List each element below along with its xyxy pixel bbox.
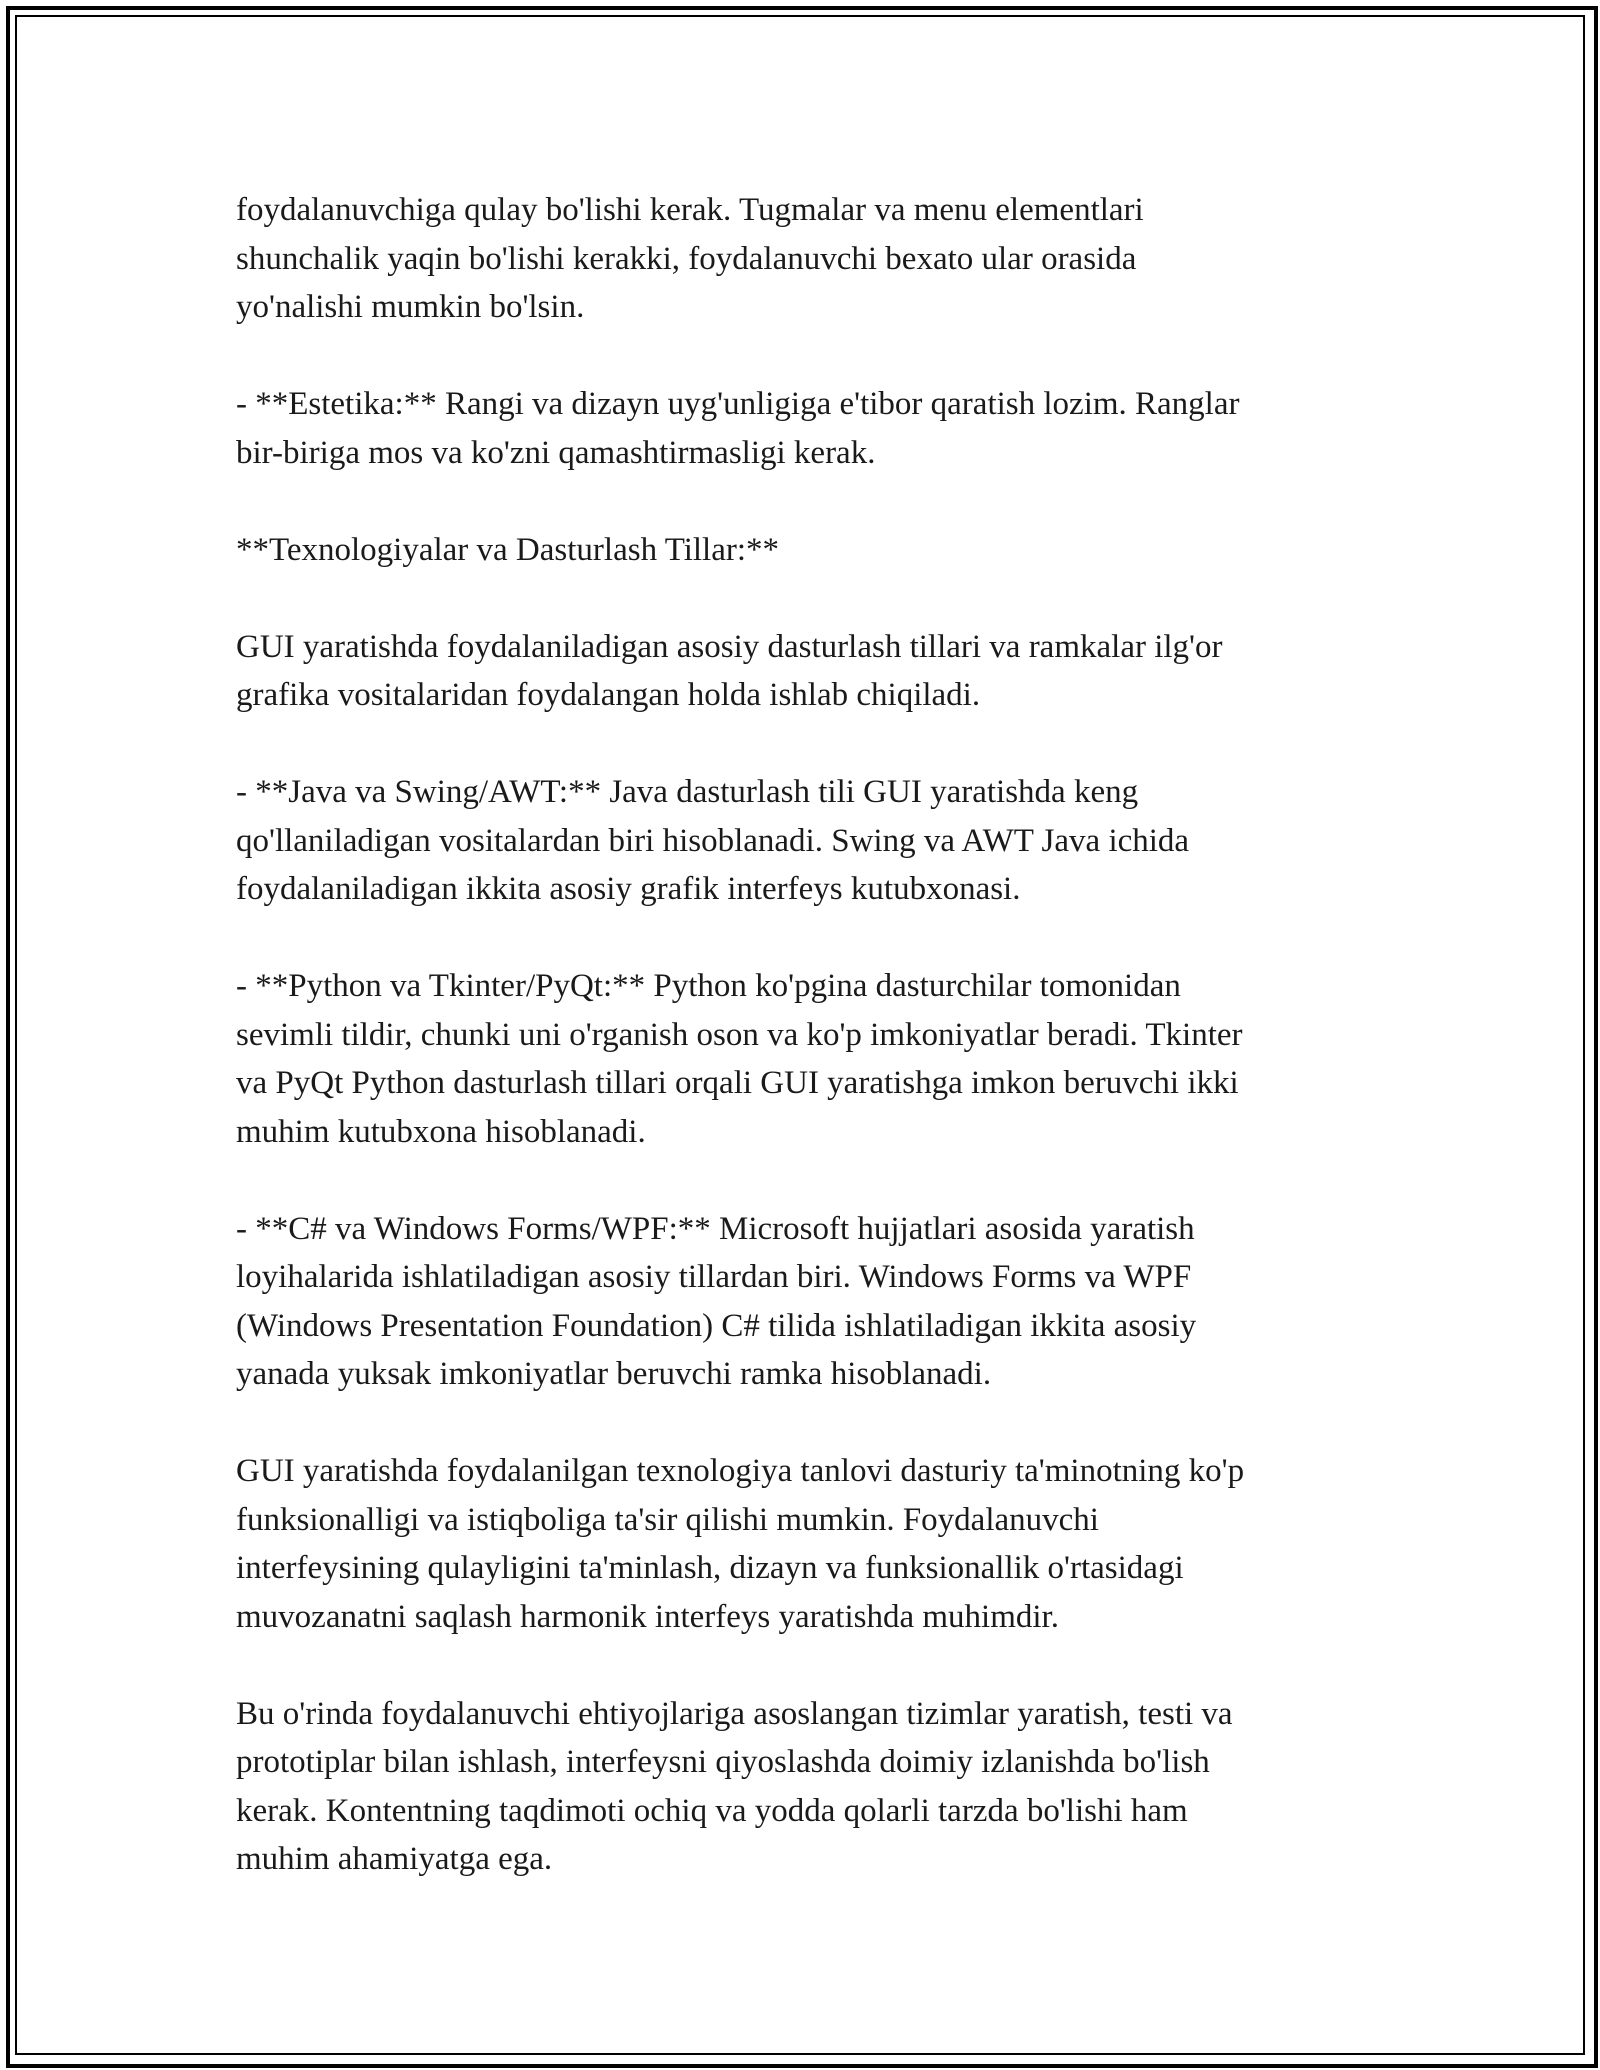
paragraph-gui-languages: GUI yaratishda foydalaniladigan asosiy dasturlash tillari va ramkalar ilg'or grafika vositalaridan foydalangan holda ishlab chiqiladi. <box>236 628 1223 713</box>
paragraph-aesthetics: - **Estetika:** Rangi va dizayn uyg'unligiga e'tibor qaratish lozim. Ranglar bir-biriga mos va ko'zni qamashtirmasligi kerak. <box>236 386 1240 471</box>
document-body <box>236 186 1366 1884</box>
paragraph-python-tkinter: - **Python va Tkinter/PyQt:** Python ko'pgina dasturchilar tomonidan sevimli tildir, chunki uni o'rganish oson va ko'p imkoniyatlar beradi. Tkinter va PyQt Python dasturlash tillari orqali GUI yaratishga imkon beruvchi ikki muhim kutubxona hisoblanadi. <box>236 968 1243 1150</box>
paragraph-technology-choice: GUI yaratishda foydalanilgan texnologiya tanlovi dasturiy ta'minotning ko'p funksionalligi va istiqboliga ta'sir qilishi mumkin. Foydalanuvchi interfeysining qulayligini ta'minlash, dizayn va funksionallik o'rtasidagi muvozanatni saqlash harmonik interfeys yaratishda muhimdir. <box>236 1453 1245 1635</box>
section-heading-technologies: **Texnologiyalar va Dasturlash Tillar:** <box>236 531 780 568</box>
paragraph-java-swing: - **Java va Swing/AWT:** Java dasturlash tili GUI yaratishda keng qo'llaniladigan vositalardan biri hisoblanadi. Swing va AWT Java ichida foydalaniladigan ikkita asosiy grafik interfeys kutubxonasi. <box>236 774 1190 907</box>
paragraph-usability: foydalanuvchiga qulay bo'lishi kerak. Tugmalar va menu elementlari shunchalik yaqin bo'lishi kerakki, foydalanuvchi bexato ular orasida yo'nalishi mumkin bo'lsin. <box>236 192 1144 325</box>
paragraph-conclusion: Bu o'rinda foydalanuvchi ehtiyojlariga asoslangan tizimlar yaratish, testi va prototiplar bilan ishlash, interfeysni qiyoslashda doimiy izlanishda bo'lish kerak. Kontentning taqdimoti ochiq va yodda qolarli tarzda bo'lishi ham muhim ahamiyatga ega. <box>236 1695 1233 1877</box>
paragraph-csharp-wpf: - **C# va Windows Forms/WPF:** Microsoft hujjatlari asosida yaratish loyihalarida ishlatiladigan asosiy tillardan biri. Windows Forms va WPF (Windows Presentation Foundation) C# tilida ishlatiladigan ikkita asosiy yanada yuksak imkoniyatlar beruvchi ramka hisoblanadi. <box>236 1210 1197 1392</box>
